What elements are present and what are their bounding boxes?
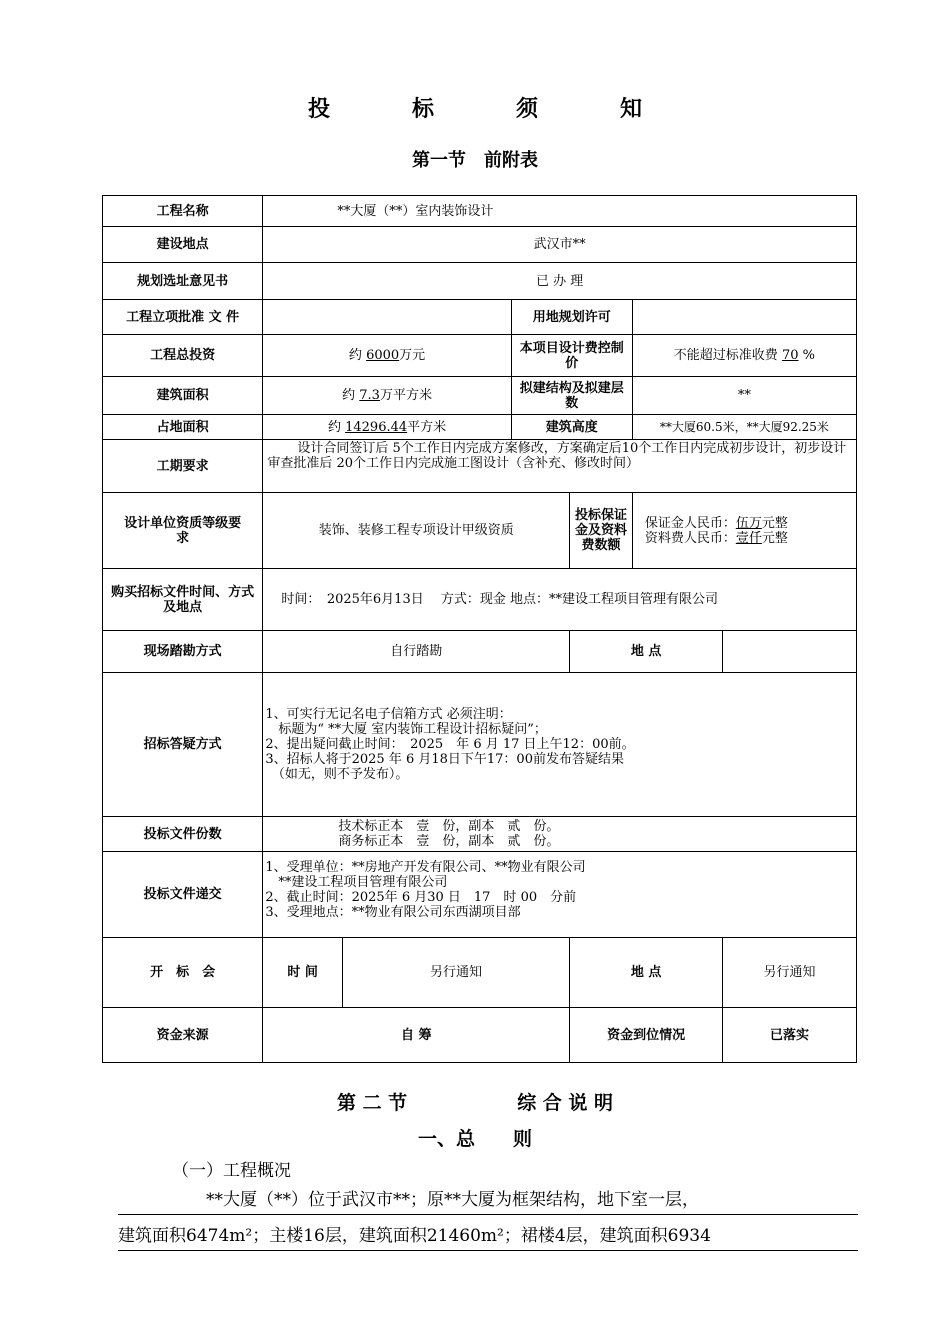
qual-value: 装饰、装修工程专项设计甲级资质 [263,493,570,569]
title-char: 标 [411,97,434,122]
table-row [103,227,857,263]
deposit-line1-post: 元整 [761,515,788,531]
qa-label: 招标答疑方式 [103,673,263,817]
land-area-value [263,415,511,440]
submit-value [263,852,857,938]
title-char: 知 [619,97,642,122]
table-row [103,493,857,569]
investment-post: 万元 [399,348,426,363]
investment-pre: 约 [348,348,362,363]
section2-title-a: 第 二 节 [336,1092,408,1114]
area-label: 建筑面积 [103,377,263,415]
period-value: 设计合同签订后 5个工作日内完成方案修改，方案确定后10个工作日内完成初步设计，初步设计审查批准后 20个工作日内完成施工图设计（含补充、修改时间） [263,440,857,493]
land-permit-label: 用地规划许可 [511,300,632,335]
visit-value: 自行踏勘 [263,631,570,673]
approval-label: 工程立项批准 文 件 [103,300,263,335]
general-heading: 一、总 则 [417,1128,532,1150]
fee-label: 本项目设计费控制价 [511,335,632,377]
project-name-value: **大厦（**）室内装饰设计 [263,196,857,227]
table-row [103,335,857,377]
visit-label: 现场踏勘方式 [103,631,263,673]
paragraph-line: 建筑面积6474m²；主楼16层，建筑面积21460m²；裙楼4层，建筑面积6934 [118,1222,858,1251]
fee-pre: 不能超过标准收费 [673,348,778,363]
planning-value: 已 办 理 [263,263,857,300]
fund-status-value: 已落实 [723,1008,857,1063]
table-row [103,631,857,673]
subheading: （一）工程概况 [172,1161,291,1181]
paragraph-line: **大厦（**）位于武汉市**；原**大厦为框架结构，地下室一层， [118,1186,858,1215]
qa-line: 标题为“ **大厦 室内装饰工程设计招标疑问”； [265,722,547,737]
copies-line: 技术标正本 壹 份，副本 贰 份。 [338,819,560,834]
land-area-pre: 约 [327,419,341,435]
land-area-amount: 14296.44 [345,419,408,435]
qa-line: （如无，则不予发布）。 [265,767,409,782]
opening-place-label: 地 点 [570,938,723,1008]
table-row [103,938,857,1008]
copies-label: 投标文件份数 [103,817,263,852]
table-row [103,852,857,938]
land-area-post: 平方米 [407,419,447,435]
approval-value [263,300,511,335]
height-label: 建筑高度 [511,415,632,440]
table-row [103,263,857,300]
section2-title [0,1088,950,1115]
copies-line: 商务标正本 壹 份，副本 贰 份。 [338,834,560,849]
submit-label: 投标文件递交 [103,852,263,938]
investment-amount: 6000 [366,348,400,363]
table-row [103,673,857,817]
submit-line: 3、受理地点：**物业有限公司东西湖项目部 [265,905,521,920]
table-row [103,569,857,631]
qa-value [263,673,857,817]
visit-place-value [723,631,857,673]
investment-label: 工程总投资 [103,335,263,377]
land-permit-value [632,300,856,335]
fee-percent: 70 [781,348,799,363]
deposit-line2-pre: 资料费人民币： [644,530,736,546]
fund-label: 资金来源 [103,1008,263,1063]
structure-label: 拟建结构及拟建层数 [511,377,632,415]
qa-line: 1、可实行无记名电子信箱方式 必须注明： [265,707,512,722]
project-name-label: 工程名称 [103,196,263,227]
opening-time-value: 另行通知 [342,938,569,1008]
table-row [103,415,857,440]
area-amount: 7.3 [359,388,380,403]
table-row [103,1008,857,1063]
submit-line: **建设工程项目管理有限公司 [265,875,448,890]
buy-value: 时间： 2025年6月13日 方式：现金 地点：**建设工程项目管理有限公司 [263,569,857,631]
investment-value [263,335,511,377]
table-row [103,817,857,852]
copies-value [263,817,857,852]
front-table [102,195,857,1063]
deposit-line1-pre: 保证金人民币： [644,515,736,531]
planning-label: 规划选址意见书 [103,263,263,300]
fee-post: % [802,348,815,363]
fund-value: 自 筹 [263,1008,570,1063]
deposit-amount: 伍万 [735,515,762,531]
opening-place-value: 另行通知 [723,938,857,1008]
title-char: 须 [515,97,538,122]
qa-line: 3、招标人将于2025 年 6 月18日下午17：00前发布答疑结果 [265,752,624,767]
structure-value: ** [632,377,856,415]
qa-line: 2、提出疑问截止时间： 2025 年 6 月 17 日上午12：00前。 [265,737,635,752]
fee-value [632,335,856,377]
area-pre: 约 [342,388,356,403]
material-fee-amount: 壹仟 [735,530,762,546]
table-row [103,377,857,415]
section2-title-b: 综 合 说 明 [517,1092,614,1114]
period-label: 工期要求 [103,440,263,493]
height-value: **大厦60.5米，**大厦92.25米 [632,415,856,440]
fund-status-label: 资金到位情况 [570,1008,723,1063]
area-value [263,377,511,415]
section1-title: 第一节 前附表 [412,150,538,171]
table-row [103,440,857,493]
submit-line: 2、截止时间：2025年 6 月30 日 17 时 00 分前 [265,890,577,905]
location-value: 武汉市** [263,227,857,263]
opening-label: 开 标 会 [103,938,263,1008]
visit-place-label: 地 点 [570,631,723,673]
area-post: 万平方米 [379,388,432,403]
opening-time-label: 时 间 [263,938,343,1008]
submit-line: 1、受理单位：**房地产开发有限公司、**物业有限公司 [265,860,586,875]
deposit-value [632,493,856,569]
document-title [0,92,950,123]
table-row [103,196,857,227]
land-area-label: 占地面积 [103,415,263,440]
deposit-line2-post: 元整 [761,530,788,546]
buy-label: 购买招标文件时间、方式及地点 [103,569,263,631]
qual-label: 设计单位资质等级要求 [103,493,263,569]
location-label: 建设地点 [103,227,263,263]
title-char: 投 [307,97,330,122]
table-row [103,300,857,335]
deposit-label: 投标保证金及资料费数额 [570,493,633,569]
